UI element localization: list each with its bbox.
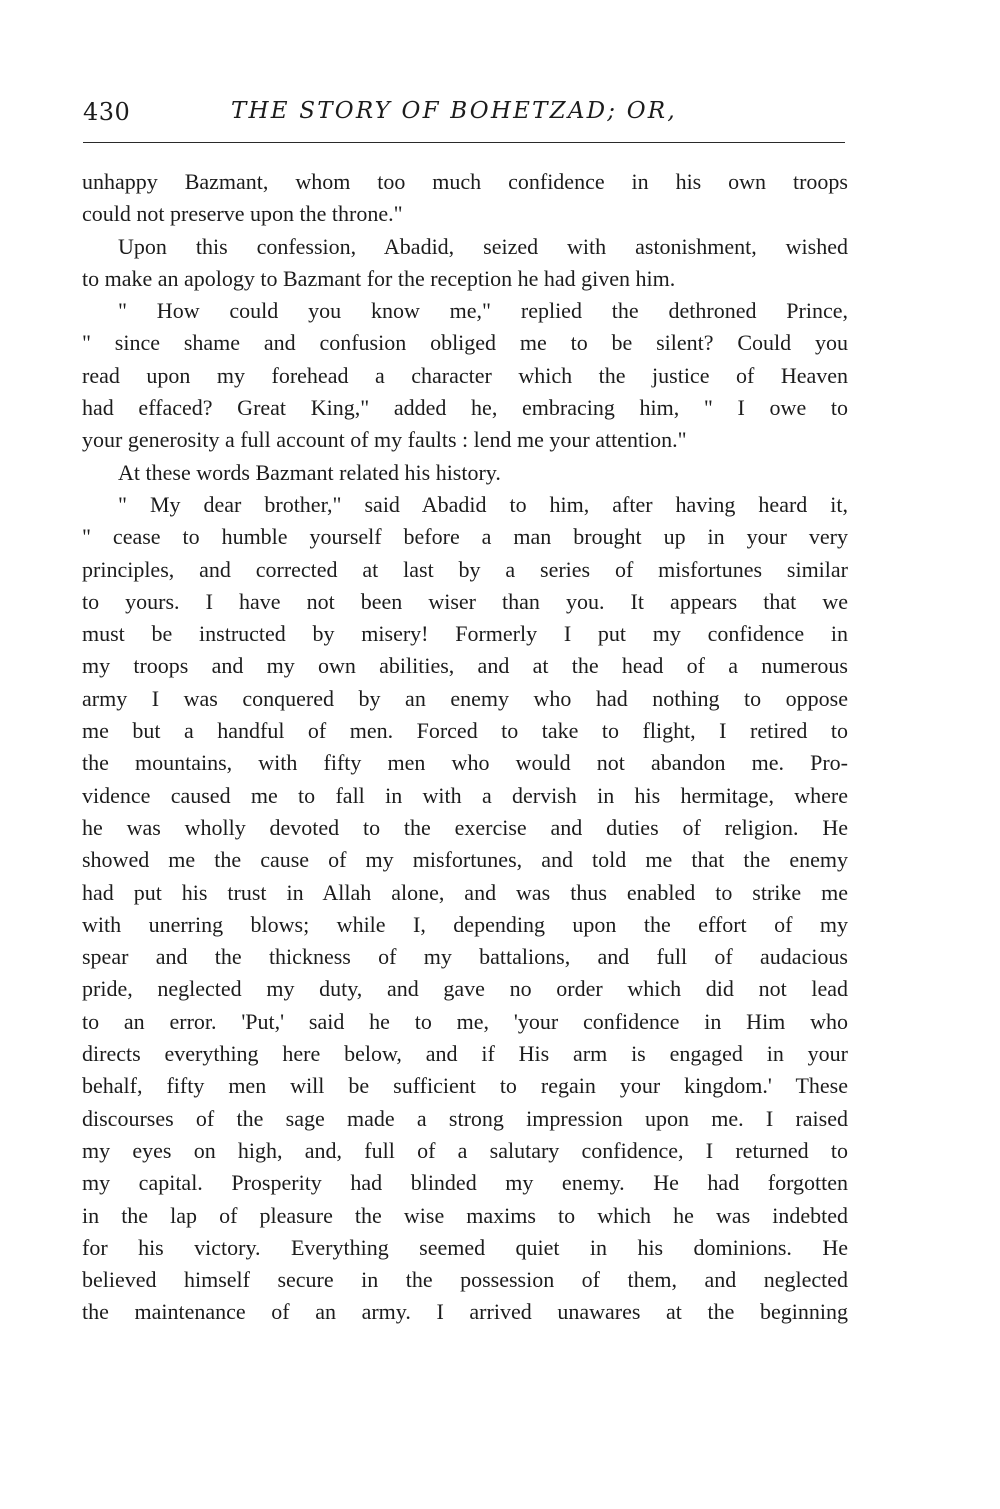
- body-text: [82, 166, 848, 1329]
- text-line: unhappy Bazmant, whom too much confidence in his own troops: [82, 169, 848, 194]
- text-line: the mountains, with fifty men who would not abandon me. Pro-: [82, 750, 848, 776]
- text-line: to an error. 'Put,' said he to me, 'your confidence in Him who: [82, 1008, 848, 1034]
- text-line: my capital. Prosperity had blinded my enemy. He had forgotten: [82, 1170, 848, 1196]
- text-line: principles, and corrected at last by a series of misfortunes similar: [82, 556, 848, 582]
- text-line: showed me the cause of my misfortunes, and told me that the enemy: [82, 847, 848, 873]
- text-line: to make an apology to Bazmant for the reception he had given him.: [82, 265, 676, 291]
- text-line: believed himself secure in the possession of them, and neglected: [82, 1267, 848, 1293]
- text-line: At these words Bazmant related his history.: [118, 459, 501, 485]
- text-line: directs everything here below, and if His arm is engaged in your: [82, 1041, 848, 1067]
- text-line: he was wholly devoted to the exercise and duties of religion. He: [82, 814, 848, 840]
- text-line: in the lap of pleasure the wise maxims to which he was indebted: [82, 1202, 848, 1228]
- text-line: Upon this confession, Abadid, seized with astonishment, wished: [118, 233, 848, 259]
- text-line: read upon my forehead a character which the justice of Heaven: [82, 362, 848, 388]
- text-line: me but a handful of men. Forced to take to flight, I retired to: [82, 718, 848, 744]
- text-line: the maintenance of an army. I arrived unawares at the beginning: [82, 1299, 848, 1325]
- page-number: 430: [83, 98, 131, 126]
- text-line: spear and the thickness of my battalions, and full of audacious: [82, 944, 848, 970]
- text-line: must be instructed by misery! Formerly I put my confidence in: [82, 621, 848, 647]
- running-title: THE STORY OF BOHETZAD; OR,: [231, 98, 677, 124]
- text-line: pride, neglected my duty, and gave no order which did not lead: [82, 976, 848, 1002]
- text-line: had effaced? Great King," added he, embracing him, " I owe to: [82, 395, 848, 421]
- text-line: " since shame and confusion obliged me to be silent? Could you: [82, 330, 848, 356]
- text-line: could not preserve upon the throne.": [82, 201, 403, 227]
- text-line: for his victory. Everything seemed quiet in his dominions. He: [82, 1234, 848, 1260]
- text-line: to yours. I have not been wiser than you. It appears that we: [82, 588, 848, 614]
- text-line: " My dear brother," said Abadid to him, after having heard it,: [118, 491, 848, 517]
- text-line: your generosity a full account of my faults : lend me your attention.": [82, 427, 687, 453]
- text-line: army I was conquered by an enemy who had nothing to oppose: [82, 685, 848, 711]
- text-line: behalf, fifty men will be sufficient to regain your kingdom.' These: [82, 1073, 848, 1099]
- text-line: vidence caused me to fall in with a dervish in his hermitage, where: [82, 782, 848, 808]
- text-line: my troops and my own abilities, and at the head of a numerous: [82, 653, 848, 679]
- header-rule: [83, 142, 845, 143]
- text-line: had put his trust in Allah alone, and was thus enabled to strike me: [82, 879, 848, 905]
- text-line: " How could you know me," replied the dethroned Prince,: [118, 298, 848, 324]
- text-line: " cease to humble yourself before a man brought up in your very: [82, 524, 848, 550]
- text-line: with unerring blows; while I, depending upon the effort of my: [82, 911, 848, 937]
- page-header: [83, 98, 847, 138]
- text-line: my eyes on high, and, full of a salutary confidence, I returned to: [82, 1137, 848, 1163]
- text-line: discourses of the sage made a strong impression upon me. I raised: [82, 1105, 848, 1131]
